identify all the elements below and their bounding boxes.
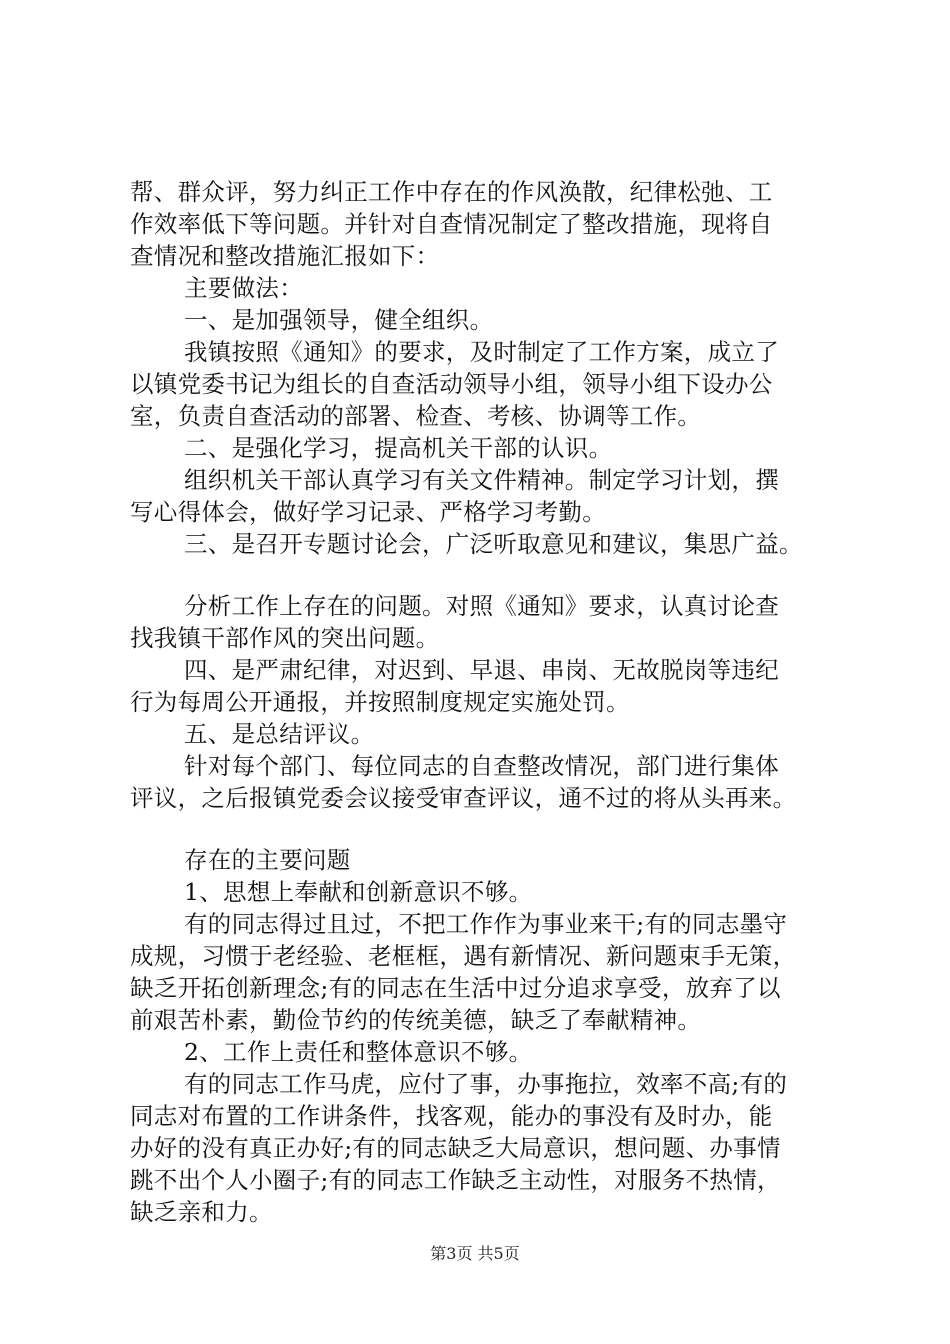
body-line: 组织机关干部认真学习有关文件精神。制定学习计划，撰 [184, 466, 779, 494]
body-line: 评议，之后报镇党委会议接受审查评议，通不过的将从头再来。 [130, 784, 797, 812]
section-heading: 主要做法： [184, 274, 303, 302]
body-line: 找我镇干部作风的突出问题。 [130, 624, 440, 652]
item-heading: 三、是召开专题讨论会，广泛听取意见和建议，集思广益。 [184, 530, 803, 558]
item-heading: 五、是总结评议。 [184, 720, 375, 748]
body-line: 缺乏亲和力。 [130, 1198, 273, 1226]
item-heading: 2、工作上责任和整体意识不够。 [184, 1038, 533, 1066]
body-line: 前艰苦朴素，勤俭节约的传统美德，缺乏了奉献精神。 [130, 1006, 702, 1034]
body-line: 查情况和整改措施汇报如下： [130, 242, 440, 270]
body-line: 帮、群众评，努力纠正工作中存在的作风涣散，纪律松弛、工 [130, 178, 773, 206]
body-line: 分析工作上存在的问题。对照《通知》要求，认真讨论查 [184, 592, 779, 620]
body-line: 同志对布置的工作讲条件，找客观，能办的事没有及时办，能 [130, 1102, 773, 1130]
body-line: 我镇按照《通知》的要求，及时制定了工作方案，成立了 [184, 338, 779, 366]
page-footer: 第3页 共5页 [430, 1244, 520, 1263]
body-line: 行为每周公开通报，并按照制度规定实施处罚。 [130, 688, 630, 716]
body-line: 成规，习惯于老经验、老框框，遇有新情况、新问题束手无策， [130, 942, 797, 970]
body-line: 办好的没有真正办好;有的同志缺乏大局意识，想问题、办事情 [130, 1134, 781, 1162]
item-heading: 二、是强化学习，提高机关干部的认识。 [184, 434, 613, 462]
section-heading: 存在的主要问题 [184, 846, 351, 874]
body-line: 有的同志得过且过，不把工作作为事业来干;有的同志墨守 [184, 910, 788, 938]
body-line: 缺乏开拓创新理念;有的同志在生活中过分追求享受，放弃了以 [130, 974, 781, 1002]
body-line: 室，负责自查活动的部署、检查、考核、协调等工作。 [130, 402, 702, 430]
paragraph-gap [130, 560, 850, 590]
item-heading: 1、思想上奉献和创新意识不够。 [184, 878, 533, 906]
item-heading: 一、是加强领导，健全组织。 [184, 306, 494, 334]
item-heading: 四、是严肃纪律，对迟到、早退、串岗、无故脱岗等违纪 [184, 656, 779, 684]
document-body [130, 176, 850, 1228]
body-line: 写心得体会，做好学习记录、严格学习考勤。 [130, 498, 606, 526]
body-line: 以镇党委书记为组长的自查活动领导小组，领导小组下设办公 [130, 370, 773, 398]
paragraph-gap [130, 814, 850, 844]
body-line: 跳不出个人小圈子;有的同志工作缺乏主动性，对服务不热情， [130, 1166, 781, 1194]
body-line: 作效率低下等问题。并针对自查情况制定了整改措施，现将自 [130, 210, 773, 238]
body-line: 针对每个部门、每位同志的自查整改情况，部门进行集体 [184, 752, 779, 780]
body-line: 有的同志工作马虎，应付了事，办事拖拉，效率不高;有的 [184, 1070, 788, 1098]
